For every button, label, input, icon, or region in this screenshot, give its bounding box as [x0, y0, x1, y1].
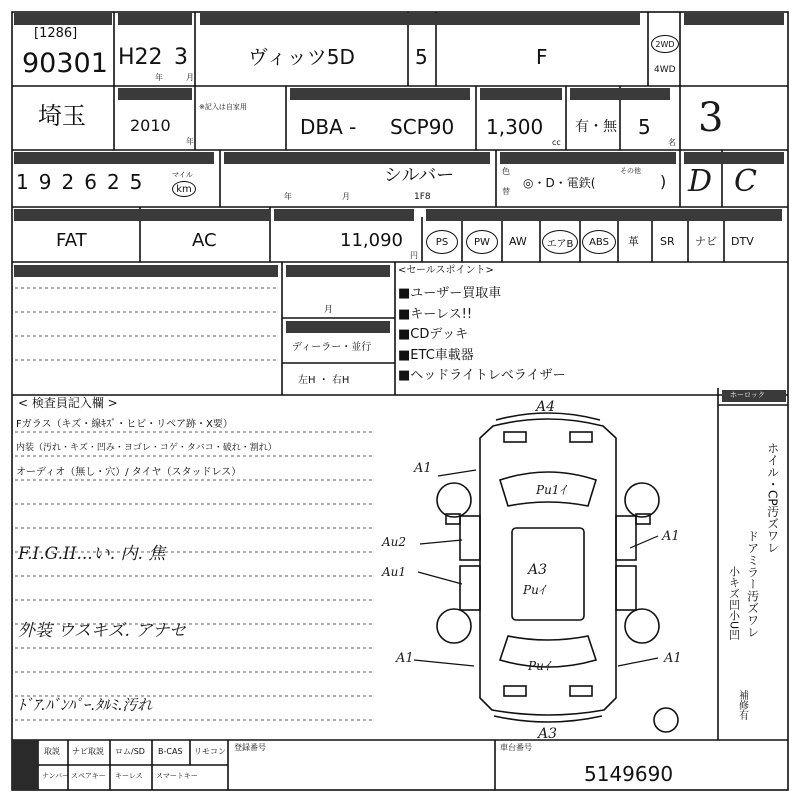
- equipment-navi: ナビ: [695, 235, 717, 248]
- header-strip: [14, 13, 112, 25]
- header-strip: [570, 88, 670, 100]
- inspector-line-interior: 内装（汚れ・キズ・凹み・ヨゴレ・コゲ・タバコ・破れ・割れ）: [16, 443, 277, 453]
- header-strip: [286, 321, 390, 333]
- sale-point-item: [398, 346, 566, 367]
- footer-item-number-plate: ナンバー: [42, 772, 70, 780]
- sale-point-item: [398, 305, 566, 326]
- transmission: FAT: [56, 230, 87, 251]
- equipment-aw: AW: [509, 235, 527, 248]
- model-name: ヴィッツ5D: [248, 45, 355, 69]
- diagram-mark-left-rear-door: Au1: [382, 565, 407, 579]
- header-strip: [290, 88, 470, 100]
- mileage-digits: [16, 170, 142, 194]
- sale-points-header: <セールスポイント>: [398, 265, 494, 276]
- equipment-abs: ABS: [589, 236, 609, 248]
- diagram-mark-right-rear-fender: A1: [664, 651, 682, 666]
- drive-2wd-label: 2WD: [655, 39, 675, 49]
- inspector-handwritten-note: 外装 ウスキズ. アナセ: [18, 621, 187, 641]
- inspector-handwritten-note: ﾄﾞｱ.ﾊﾞﾝﾊﾟｰ.ﾀﾙﾐ.汚れ: [18, 696, 153, 714]
- equipment-pw: PW: [474, 236, 490, 248]
- recycle-fee: 11,090: [340, 230, 403, 251]
- air-conditioner: AC: [192, 230, 217, 251]
- mileage-unit-km: km: [176, 183, 192, 195]
- mileage-unit-mile: マイル: [172, 171, 193, 179]
- mileage-digit: 2: [61, 170, 75, 194]
- passenger-capacity: 5: [638, 115, 651, 139]
- car-damage-diagram: [378, 398, 718, 738]
- sale-point-text: ヘッドライトレベライザー: [410, 368, 566, 383]
- cc-unit: cc: [552, 138, 561, 147]
- paint-other-label: その他: [620, 167, 641, 175]
- mileage-digit: 9: [38, 170, 52, 194]
- bullet-square-icon: ■: [398, 327, 411, 342]
- overall-score: 3: [698, 95, 724, 141]
- sale-point-text: CDデッキ: [410, 327, 469, 342]
- equipment-dtv: DTV: [731, 235, 754, 248]
- sale-point-text: キーレス!!: [410, 306, 473, 322]
- color-side-label: 色: [502, 167, 510, 176]
- diagram-mark-rear: A3: [538, 726, 558, 742]
- displacement: 1,300: [486, 115, 544, 139]
- shift-type: F: [536, 45, 548, 69]
- month-unit: 月: [186, 73, 194, 82]
- side-panel-wheel-cap: ホイル・CP汚ズワレ: [765, 442, 780, 554]
- equipment-pw-circle: [466, 230, 498, 254]
- sale-point-item: [398, 366, 566, 387]
- footer-item-navi-manual: ナビ取説: [72, 747, 104, 756]
- equipment-airbag: エアB: [546, 238, 574, 250]
- repair-history: 有・無: [575, 119, 617, 135]
- inspector-title: < 検査員記入欄 >: [18, 396, 118, 410]
- registration-number-label: 登録番号: [234, 743, 266, 752]
- inspection-month-unit: 月: [342, 192, 350, 201]
- equipment-airbag-circle: [542, 230, 578, 254]
- header-strip: [14, 209, 270, 221]
- mileage-digit: 2: [106, 170, 120, 194]
- steering-side: 左H ・ 右H: [298, 375, 350, 386]
- bullet-square-icon: ■: [398, 368, 411, 383]
- color-side-label: 替: [502, 187, 510, 196]
- header-strip: [118, 13, 192, 25]
- model-code: SCP90: [390, 115, 455, 139]
- header-strip: [480, 88, 562, 100]
- header-strip: [684, 13, 784, 25]
- body-color: シルバー: [384, 165, 455, 186]
- mileage-digit: 6: [84, 170, 97, 194]
- header-strip: [14, 265, 278, 277]
- yen-unit: 円: [410, 251, 418, 260]
- equipment-leather: 革: [628, 235, 639, 248]
- diagram-mark-left-front-fender: A1: [414, 461, 432, 476]
- header-strip: [118, 88, 192, 100]
- registration-year-unit: 年: [186, 137, 194, 146]
- header-strip: [200, 13, 640, 25]
- lot-number: 90301: [22, 48, 108, 79]
- color-code: 1F8: [414, 192, 431, 202]
- header-strip: [684, 152, 784, 164]
- model-type: DBA -: [300, 115, 357, 139]
- header-strip: [286, 265, 390, 277]
- sale-point-item: [398, 325, 566, 346]
- year-unit: 年: [155, 73, 163, 82]
- footer-item-bcas: B-CAS: [158, 747, 183, 756]
- door-count: 5: [415, 45, 428, 69]
- interior-grade: D: [688, 164, 713, 199]
- capacity-unit: 名: [668, 138, 676, 147]
- equipment-ps: PS: [435, 236, 449, 248]
- sale-point-text: ユーザー買取車: [410, 286, 502, 301]
- prefecture: 埼玉: [38, 102, 86, 130]
- sale-points-list: [398, 284, 566, 387]
- footer-item-smart-key: スマートキー: [156, 772, 198, 780]
- header-strip: [14, 152, 214, 164]
- inspection-month-unit-mid: 月: [324, 305, 334, 315]
- side-panel-header: ホーロック: [730, 391, 765, 399]
- header-strip: [500, 152, 676, 164]
- equipment-abs-circle: [582, 230, 616, 254]
- mileage-unit-km-circle: [172, 181, 196, 197]
- diagram-mark-left-rear-fender: A1: [396, 651, 414, 666]
- sale-point-item: [398, 284, 566, 305]
- diagram-mark-front: A4: [536, 399, 556, 415]
- own-use-note: ※記入は自家用: [199, 103, 247, 111]
- footer-item-remote: リモコン: [194, 747, 226, 756]
- lot-code: [1286]: [34, 26, 78, 41]
- inspection-year-unit: 年: [284, 192, 292, 201]
- mileage-digit: 1: [16, 170, 29, 194]
- diagram-mark-right-front-door: A1: [662, 529, 680, 544]
- diagram-mark-center: A3: [528, 562, 548, 578]
- paint-close: ): [660, 172, 667, 191]
- header-strip: [274, 209, 414, 221]
- header-strip: [224, 152, 490, 164]
- frame-number: 5149690: [584, 762, 674, 786]
- diagram-note-hood: Pu1ｲ: [536, 483, 566, 497]
- left-edge-tab: [12, 740, 38, 790]
- bullet-square-icon: ■: [398, 286, 411, 301]
- model-year-era: H22: [118, 45, 163, 70]
- inspector-handwritten-note: F.I.G.II...い. 内. 焦: [18, 544, 166, 564]
- bullet-square-icon: ■: [398, 306, 411, 322]
- frame-number-label: 車台番号: [500, 743, 532, 752]
- diagram-note-trunk: Puｲ: [528, 659, 550, 673]
- model-year-month: 3: [174, 45, 188, 70]
- mileage-digit: 5: [129, 170, 143, 194]
- drive-4wd-label: 4WD: [654, 65, 676, 75]
- equipment-ps-circle: [426, 230, 458, 254]
- registration-year: 2010: [130, 116, 171, 135]
- dealer-parallel: ディーラー・並行: [292, 342, 372, 353]
- diagram-note-roof: Puｲ: [523, 583, 545, 597]
- footer-item-spare-key: スペアキー: [71, 772, 106, 780]
- bullet-square-icon: ■: [398, 347, 411, 363]
- footer-item-keyless: キーレス: [115, 772, 143, 780]
- diagram-mark-left-front-door: Au2: [382, 535, 407, 549]
- exterior-grade: C: [734, 164, 757, 199]
- drive-2wd-circle: [651, 35, 679, 53]
- side-panel-small-scratch: 小キズ凹小U凹: [727, 566, 741, 641]
- paint-options: ◎・D・電鉄(: [523, 176, 596, 190]
- header-strip: [426, 209, 782, 221]
- sale-point-text: ETC車載器: [410, 347, 474, 363]
- equipment-sunroof: SR: [660, 235, 675, 248]
- footer-item-rom-sd: ロム/SD: [115, 747, 145, 756]
- side-panel-door-mirror: ドアミラー汚ズワレ: [745, 530, 760, 638]
- inspector-line-windshield: Fガラス（キズ・線ｷｽﾞ・ヒビ・リペア跡・X要）: [16, 419, 233, 430]
- inspector-line-audio: オーディオ（無し・穴）/ タイヤ（スタッドレス）: [16, 467, 242, 478]
- side-panel-repaired: 補修有: [736, 690, 748, 720]
- footer-item-manual: 取説: [44, 747, 60, 756]
